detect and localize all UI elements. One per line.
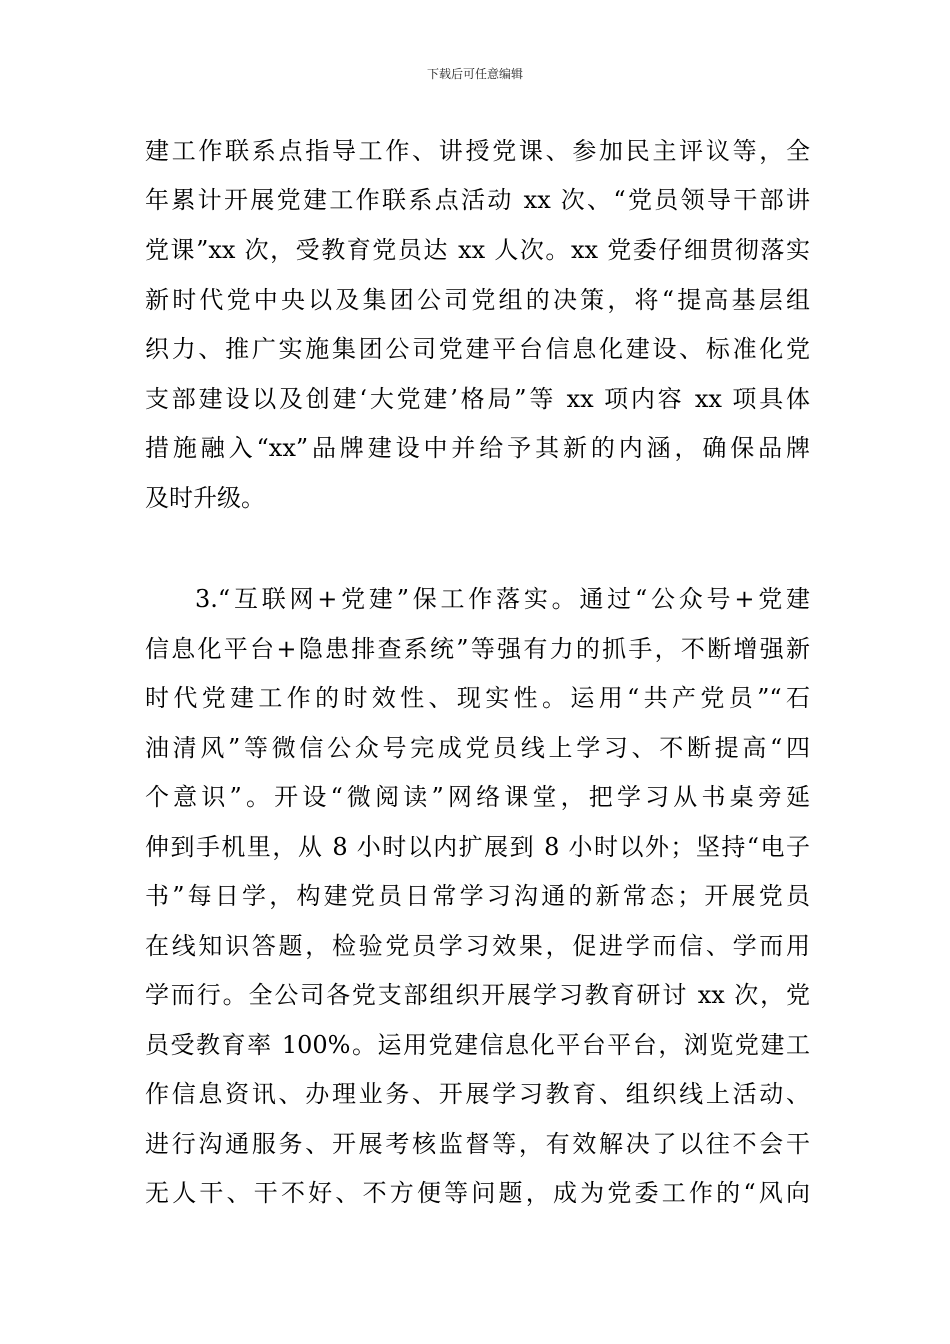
text-line: 信息化平台+隐患排查系统”等强有力的抓手，不断增强新 <box>145 635 810 663</box>
text-line: 年累计开展党建工作联系点活动 xx 次、“党员领导干部讲 <box>145 186 810 214</box>
text-line: 织力、推广实施集团公司党建平台信息化建设、标准化党 <box>145 335 810 363</box>
text-line: 作信息资讯、办理业务、开展学习教育、组织线上活动、 <box>145 1080 810 1108</box>
text-line: 支部建设以及创建‘大党建’格局”等 xx 项内容 xx 项具体 <box>145 385 810 413</box>
text-line: 建工作联系点指导工作、讲授党课、参加民主评议等，全 <box>145 137 810 165</box>
text-line: 油清风”等微信公众号完成党员线上学习、不断提高“四 <box>145 734 810 762</box>
text-line: 员受教育率 100%。运用党建信息化平台平台，浏览党建工 <box>145 1031 810 1059</box>
text-line: 党课”xx 次，受教育党员达 xx 人次。xx 党委仔细贯彻落实 <box>145 236 810 264</box>
text-line: 3.“互联网+党建”保工作落实。通过“公众号+党建 <box>195 585 810 613</box>
text-line: 个意识”。开设“微阅读”网络课堂，把学习从书桌旁延 <box>145 783 810 811</box>
text-line: 在线知识答题，检验党员学习效果，促进学而信、学而用 <box>145 932 810 960</box>
text-line: 伸到手机里，从 8 小时以内扩展到 8 小时以外；坚持“电子 <box>145 833 810 861</box>
text-line: 进行沟通服务、开展考核监督等，有效解决了以往不会干 <box>145 1130 810 1158</box>
text-line: 学而行。全公司各党支部组织开展学习教育研讨 xx 次，党 <box>145 981 810 1009</box>
page-header: 下载后可任意编辑 <box>426 67 523 81</box>
text-line: 及时升级。 <box>145 484 265 512</box>
text-line: 书”每日学，构建党员日常学习沟通的新常态；开展党员 <box>145 882 810 910</box>
text-line: 时代党建工作的时效性、现实性。运用“共产党员”“石 <box>145 684 810 712</box>
text-line: 新时代党中央以及集团公司党组的决策，将“提高基层组 <box>145 286 810 314</box>
text-line: 措施融入“xx”品牌建设中并给予其新的内涵，确保品牌 <box>145 434 810 462</box>
text-line: 无人干、干不好、不方便等问题，成为党委工作的“风向 <box>145 1179 810 1207</box>
